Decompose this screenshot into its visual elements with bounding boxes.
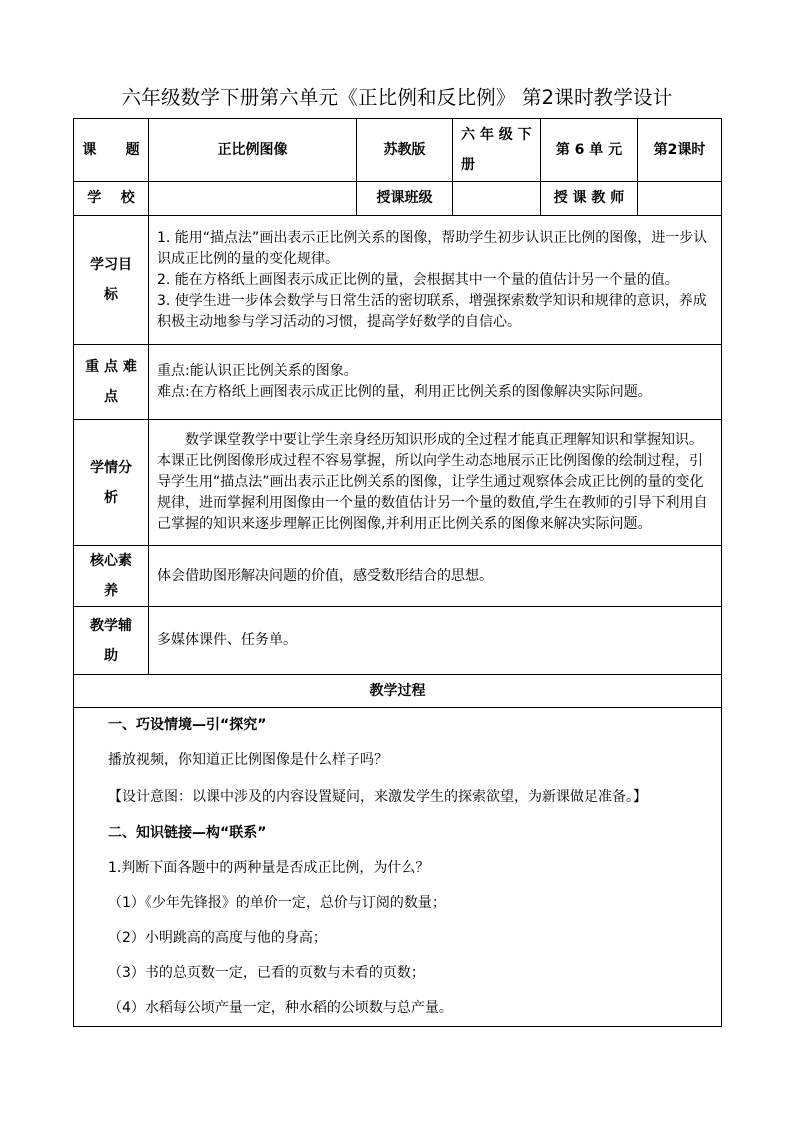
section1-intent: 【设计意图：以课中涉及的内容设置疑问，来激发学生的探索欲望，为新课做足准备。】 [108, 789, 647, 805]
process-content [74, 708, 722, 1027]
process-heading-row [74, 675, 722, 708]
section2-title: 二、知识链接—构“联系” [108, 825, 267, 841]
analysis-row [74, 420, 722, 546]
analysis-label: 学情分 析 [74, 420, 149, 546]
literacy-label: 核心素 养 [74, 546, 149, 607]
class-value [453, 182, 541, 216]
literacy-content: 体会借助图形解决问题的价值，感受数形结合的思想。 [149, 546, 722, 607]
question-item: （4）水稻每公顷产量一定，种水稻的公顷数与总产量。 [108, 1000, 453, 1016]
objective-1: 1. 能用“描点法”画出表示正比例关系的图像，帮助学生初步认识正比例的图像，进一步认识成正比例的量的变化规律。 [157, 229, 708, 267]
edition-value: 苏教版 [357, 119, 453, 182]
section1-title: 一、巧设情境—引“探究” [108, 717, 267, 733]
aids-label: 教学辅 助 [74, 607, 149, 675]
process-row [74, 708, 722, 1027]
page-title: 六年级数学下册第六单元《正比例和反比例》 第2课时教学设计 [121, 86, 673, 109]
aids-content: 多媒体课件、任务单。 [149, 607, 722, 675]
difficult-point: 难点:在方格纸上画图表示成正比例的量，利用正比例关系的图像解决实际问题。 [157, 384, 652, 400]
key-points-row [74, 345, 722, 420]
question-item: （1）《少年先锋报》的单价一定，总价与订阅的数量； [108, 895, 446, 911]
question-item: （3）书的总页数一定，已看的页数与未看的页数； [108, 965, 425, 981]
analysis-text: 数学课堂教学中要让学生亲身经历知识形成的全过程才能真正理解知识和掌握知识。本课正比例图像形成过程不容易掌握，所以向学生动态地展示正比例图像的绘制过程，引导学生用“描点法”画出表示正比例关系的图像，让学生通过观察体会成正比例的量的变化规律，进而掌握利用图像由一个量的数值估计另一个量的数值,学生在教师的引导下利用自己掌握的知识来逐步理解正比例图像,并利用正比例关系的图像来解决实际问题。 [157, 432, 708, 532]
section1-line: 播放视频，你知道正比例图像是什么样子吗？ [108, 752, 388, 768]
objectives-label: 学习目 标 [74, 216, 149, 345]
objectives-content [149, 216, 722, 345]
teacher-label: 授 课 教 师 [541, 182, 638, 216]
key-points-label: 重 点 难 点 [74, 345, 149, 420]
teacher-value [638, 182, 722, 216]
school-row [74, 182, 722, 216]
class-label: 授课班级 [357, 182, 453, 216]
topic-label: 课 题 [74, 119, 149, 182]
school-label: 学 校 [74, 182, 149, 216]
analysis-content [149, 420, 722, 546]
unit-value: 第 6 单 元 [541, 119, 638, 182]
topic-value: 正比例图像 [149, 119, 357, 182]
school-value [149, 182, 357, 216]
key-points-content [149, 345, 722, 420]
objective-2: 2. 能在方格纸上画图表示成正比例的量，会根据其中一个量的值估计另一个量的值。 [157, 271, 679, 288]
question-item: （2）小明跳高的高度与他的身高； [108, 930, 327, 946]
literacy-row [74, 546, 722, 607]
objective-3: 3. 使学生进一步体会数学与日常生活的密切联系，增强探索数学知识和规律的意识，养成积极主动地参与学习活动的习惯，提高学好数学的自信心。 [157, 292, 707, 330]
question-1: 1.判断下面各题中的两种量是否成正比例，为什么？ [108, 860, 430, 876]
key-point: 重点:能认识正比例关系的图象。 [157, 363, 358, 379]
aids-row [74, 607, 722, 675]
objectives-row [74, 216, 722, 345]
lesson-plan-table [73, 118, 722, 1027]
grade-value: 六 年 级 下 册 [453, 119, 541, 182]
lesson-value: 第2课时 [638, 119, 722, 182]
process-heading: 教学过程 [74, 675, 722, 708]
header-row [74, 119, 722, 182]
